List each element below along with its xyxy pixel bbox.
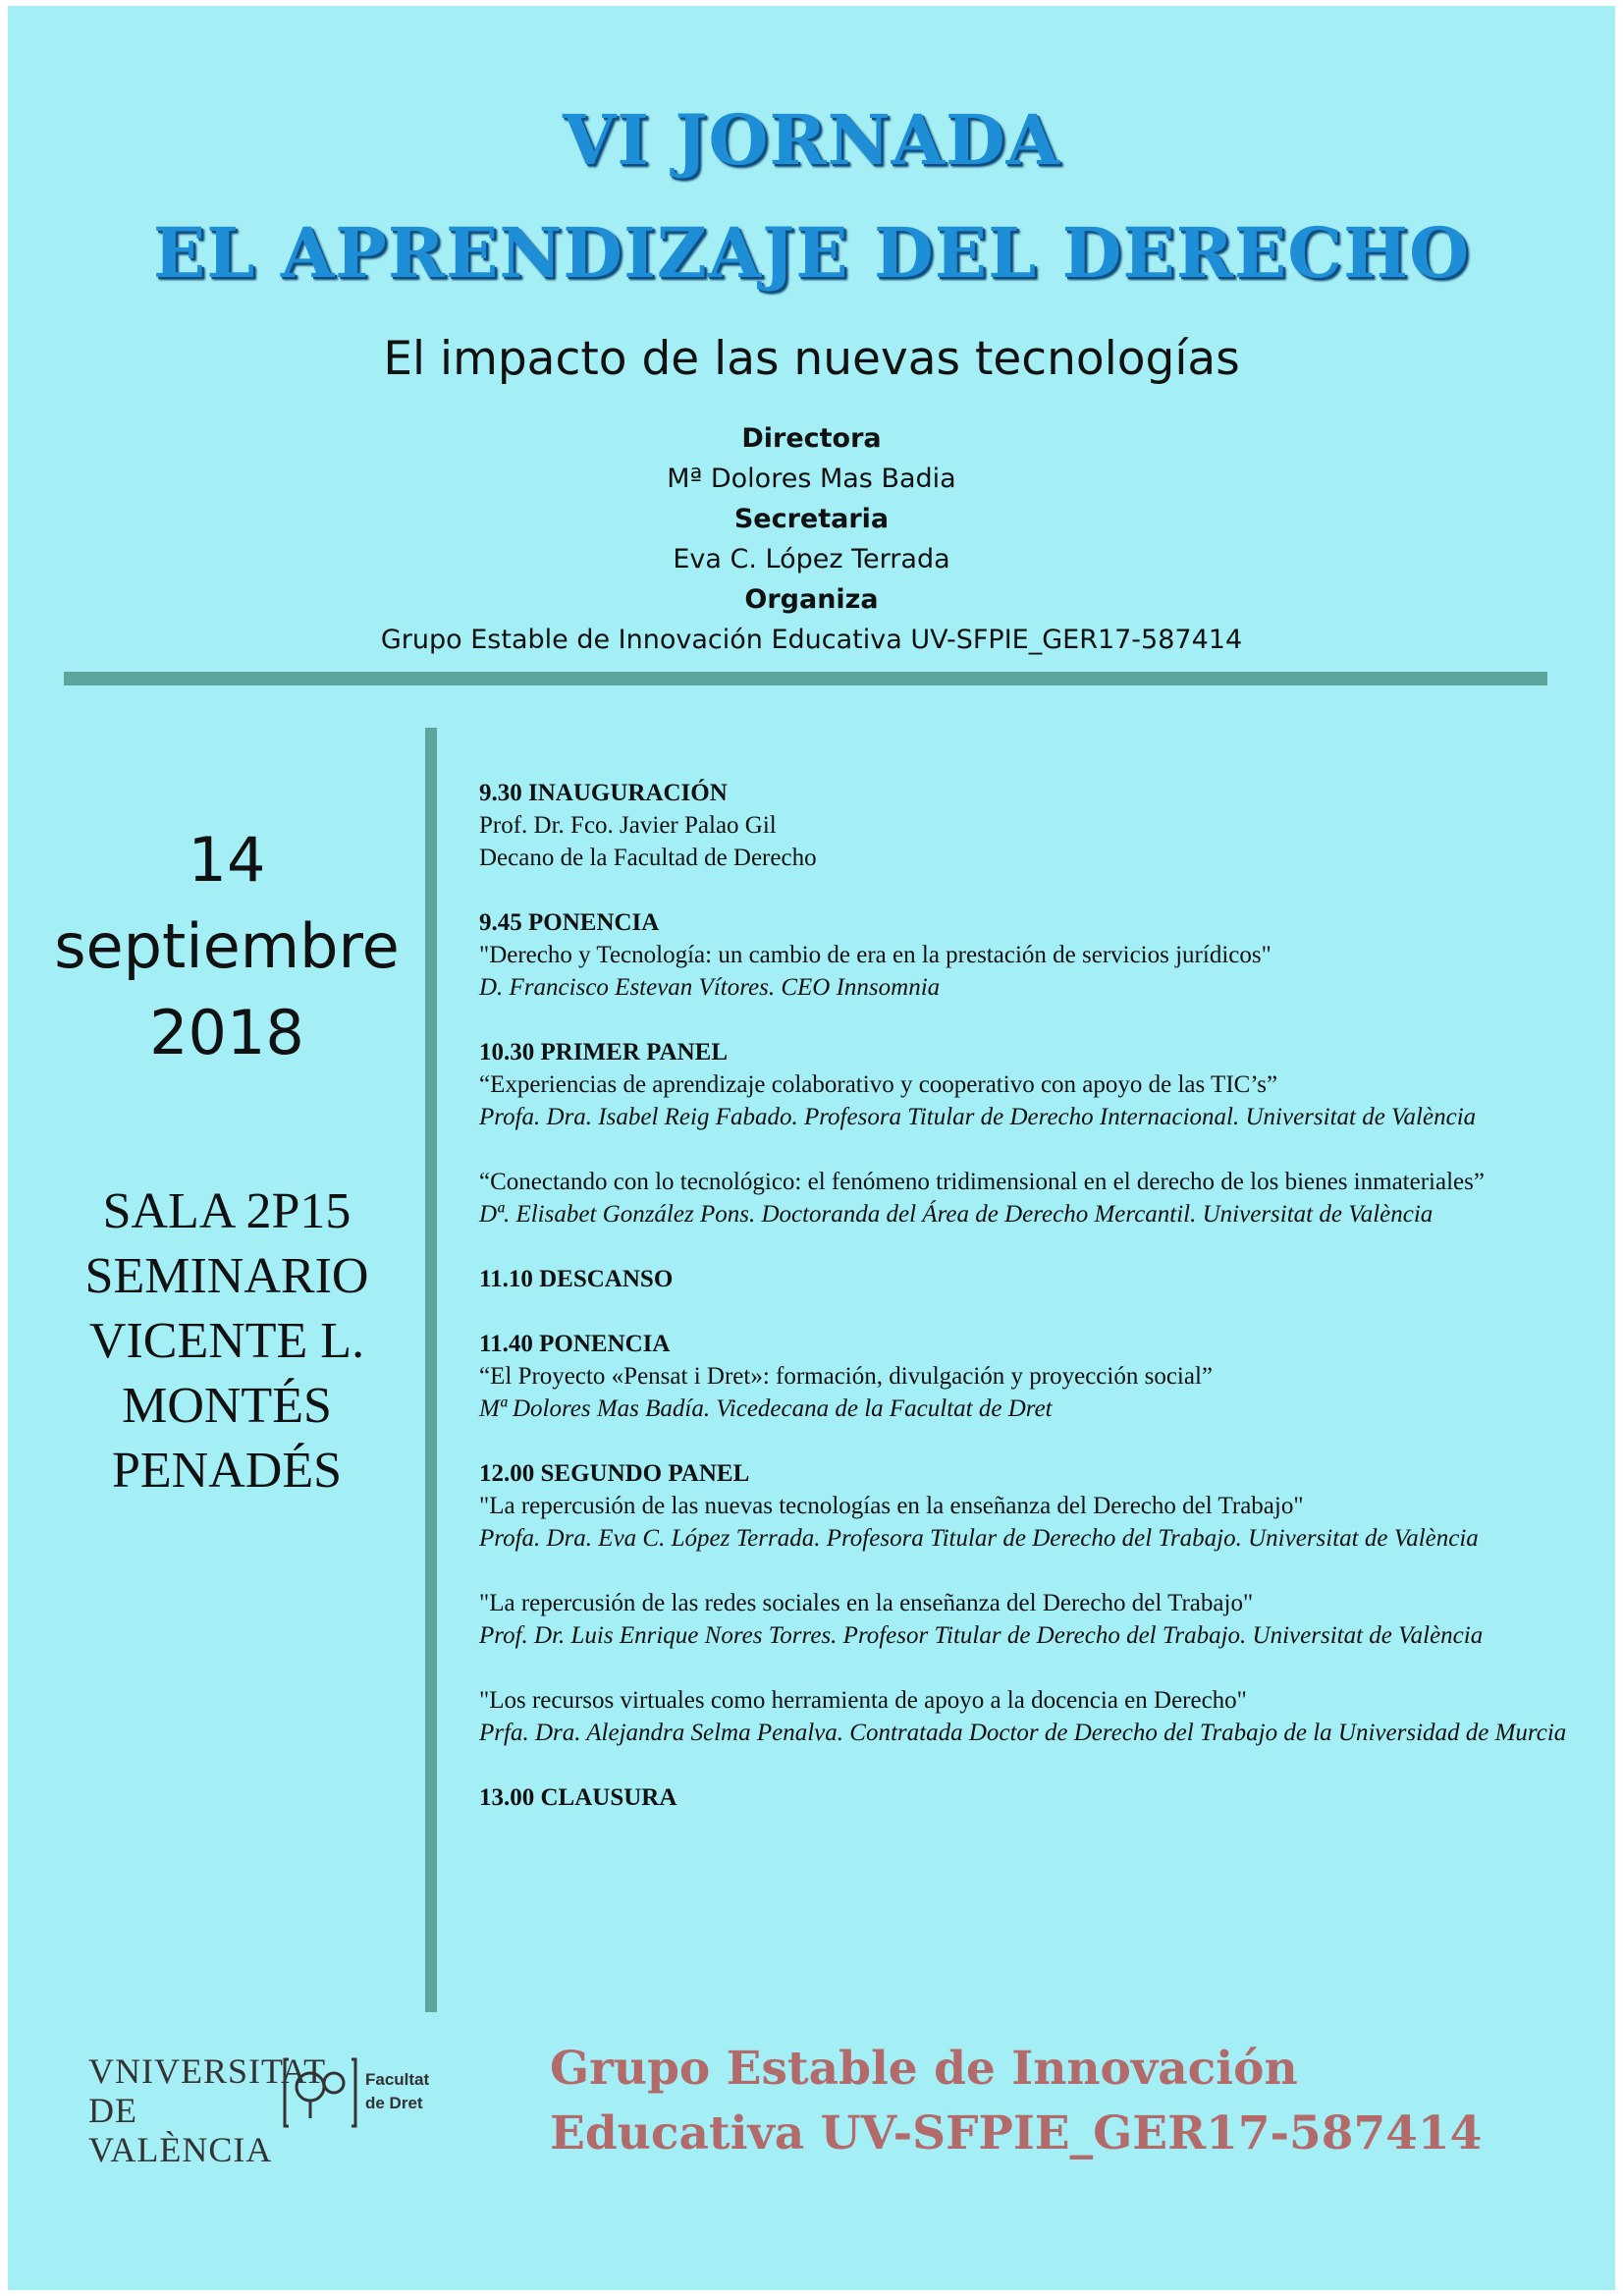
program-item-heading: 10.30 PRIMER PANEL (479, 1039, 729, 1066)
secretary-label: Secretaria (733, 504, 890, 534)
subtitle: El impacto de las nuevas tecnologías (383, 332, 1240, 386)
talk-title: "Los recursos virtuales como herramienta de apoyo a la docencia en Derecho" (479, 1687, 1247, 1714)
talk-speaker: Mª Dolores Mas Badía. Vicedecana de la Facultat de Dret (479, 1395, 1053, 1422)
event-month: septiembre (54, 910, 400, 982)
facultat-emblem-icon (283, 2053, 440, 2132)
secretary-name: Eva C. López Terrada (673, 544, 950, 574)
footer-organizer-line: Grupo Estable de Innovación (550, 2042, 1298, 2096)
talk-title: "La repercusión de las nuevas tecnologías en la enseñanza del Derecho del Trabajo" (479, 1493, 1304, 1519)
room-line: SALA 2P15 (102, 1183, 352, 1239)
talk-speaker: Profa. Dra. Isabel Reig Fabado. Profesora Titular de Derecho Internacional. Universitat de València (479, 1104, 1477, 1130)
talk-title: “Conectando con lo tecnológico: el fenómeno tridimensional en el derecho de los bienes inmateriales” (479, 1169, 1485, 1195)
program-item-text: Decano de la Facultad de Derecho (479, 845, 817, 871)
talk-speaker: Dª. Elisabet González Pons. Doctoranda del Área de Derecho Mercantil. Universitat de València (479, 1201, 1434, 1228)
program-item-text: Prof. Dr. Fco. Javier Palao Gil (479, 812, 777, 839)
logo-text: Facultat (365, 2070, 430, 2089)
program-item-heading: 12.00 SEGUNDO PANEL (479, 1460, 750, 1487)
universitat-valencia-logo (88, 2051, 327, 2169)
organizer-label: Organiza (744, 584, 879, 615)
facultat-dret-logo (283, 2053, 440, 2132)
room-line: SEMINARIO (84, 1248, 369, 1304)
title-line-2: EL APRENDIZAJE DEL DERECHO (152, 212, 1471, 294)
room-line: PENADÉS (111, 1443, 343, 1499)
logo-text: VNIVERSITAT (88, 2051, 327, 2091)
program-item-break (479, 1263, 1579, 1295)
event-year: 2018 (149, 997, 304, 1068)
event-date (26, 817, 428, 1076)
title-line-1: VI JORNADA (562, 99, 1060, 181)
talk-title: “Experiencias de aprendizaje colaborativo y cooperativo con apoyo de las TIC’s” (479, 1071, 1278, 1098)
talk-title: "Derecho y Tecnología: un cambio de era en la prestación de servicios jurídicos" (479, 942, 1271, 968)
talk-speaker: Prfa. Dra. Alejandra Selma Penalva. Contratada Doctor de Derecho del Trabajo de la Universidad de Murcia (479, 1720, 1567, 1746)
program-item-keynote-1 (479, 906, 1579, 1004)
logo-text: DE VALÈNCIA (88, 2091, 273, 2169)
program-item-heading: 11.40 PONENCIA (479, 1331, 671, 1357)
logo-text: de Dret (365, 2094, 423, 2112)
talk-title: “El Proyecto «Pensat i Dret»: formación, divulgación y proyección social” (479, 1363, 1213, 1390)
program-item-inauguration (479, 777, 1579, 874)
talk-speaker: D. Francisco Estevan Vítores. CEO Innsomnia (479, 974, 941, 1001)
program-item-second-panel (479, 1457, 1579, 1749)
talk-title: "La repercusión de las redes sociales en la enseñanza del Derecho del Trabajo" (479, 1590, 1254, 1616)
program-item-heading: 13.00 CLAUSURA (479, 1784, 677, 1811)
room-line: MONTÉS (122, 1378, 332, 1434)
director-label: Directora (741, 423, 882, 454)
talk-speaker: Profa. Dra. Eva C. López Terrada. Profesora Titular de Derecho del Trabajo. Universitat de València (479, 1525, 1479, 1552)
event-room (26, 1179, 428, 1503)
organizer-name: Grupo Estable de Innovación Educativa UV-SFPIE_GER17-587414 (380, 625, 1243, 655)
footer-organizer (550, 2037, 1581, 2166)
program (479, 777, 1579, 1846)
director-name: Mª Dolores Mas Badia (667, 464, 956, 494)
program-item-keynote-2 (479, 1328, 1579, 1425)
program-item-heading: 9.30 INAUGURACIÓN (479, 780, 728, 806)
room-line: VICENTE L. (88, 1313, 365, 1369)
program-item-first-panel (479, 1036, 1579, 1230)
program-item-closing (479, 1781, 1579, 1814)
poster (8, 6, 1615, 2290)
program-item-heading: 9.45 PONENCIA (479, 909, 660, 936)
program-item-heading: 11.10 DESCANSO (479, 1266, 674, 1292)
horizontal-divider (64, 672, 1547, 685)
event-day: 14 (188, 824, 266, 896)
talk-speaker: Prof. Dr. Luis Enrique Nores Torres. Profesor Titular de Derecho del Trabajo. Universitat de València (479, 1622, 1484, 1649)
footer-organizer-line: Educativa UV-SFPIE_GER17-587414 (550, 2106, 1483, 2160)
credits (8, 418, 1615, 660)
